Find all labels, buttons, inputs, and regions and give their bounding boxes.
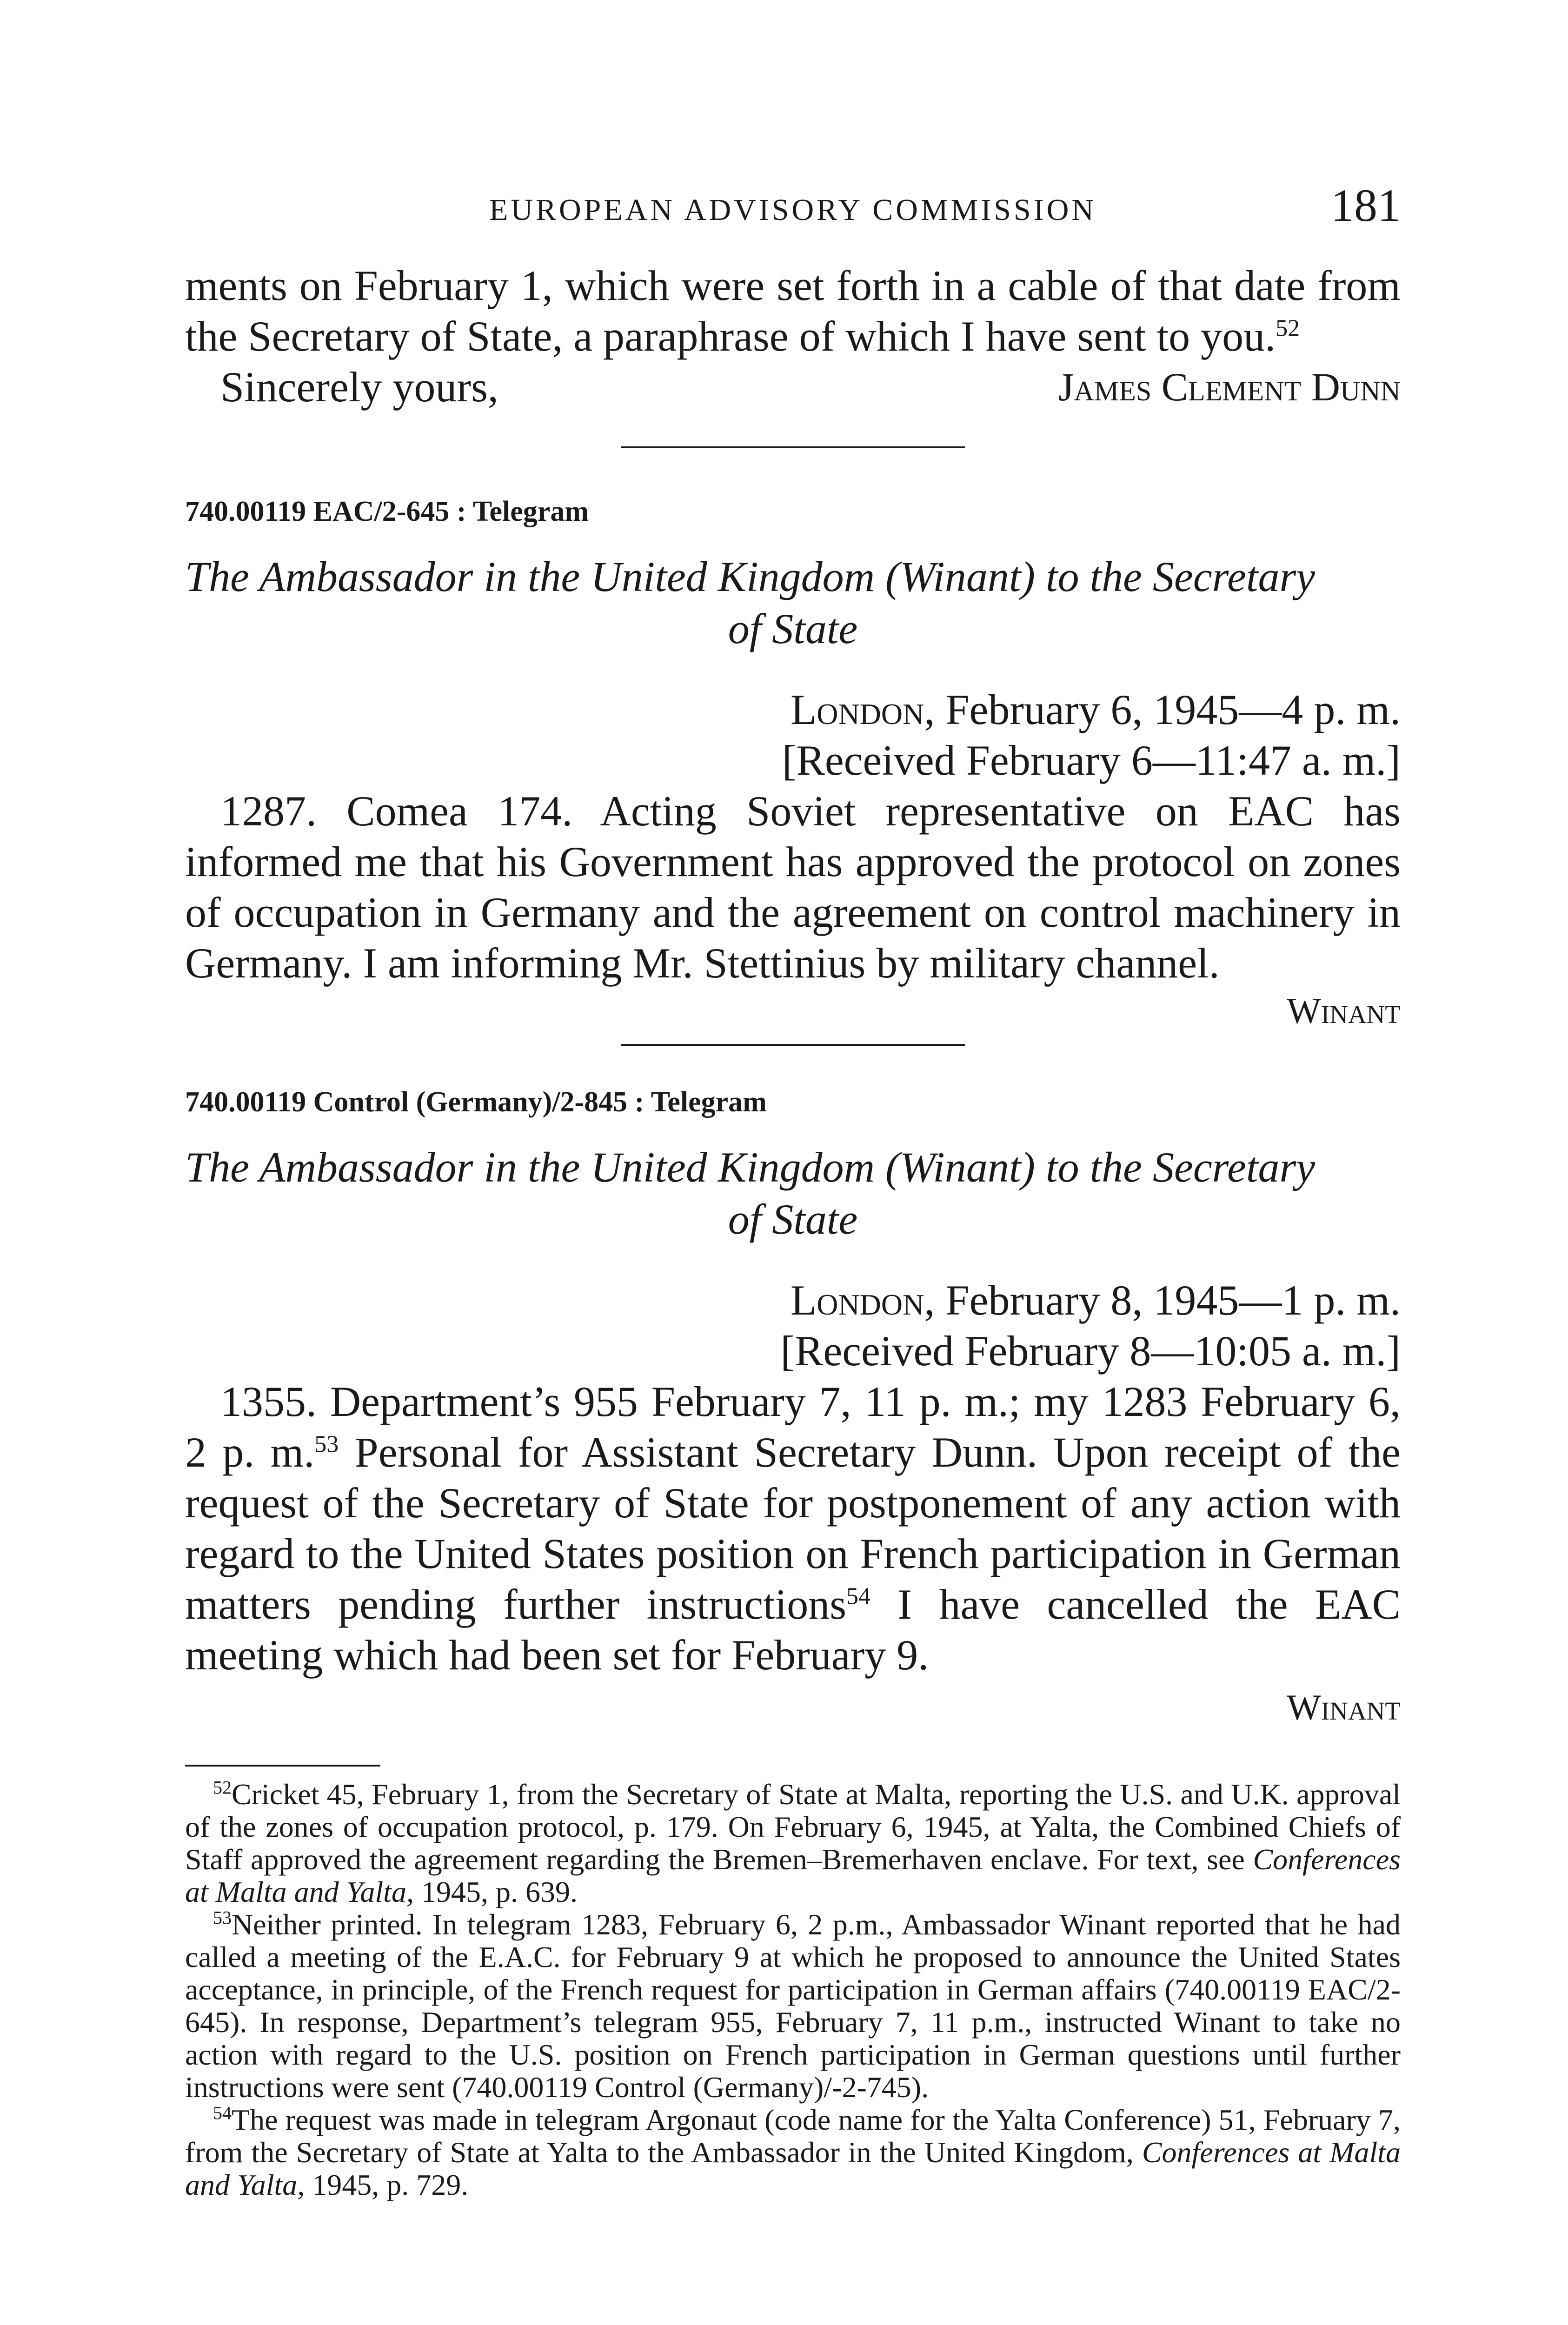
footnote-mark: 52	[213, 1777, 232, 1798]
running-head: EUROPEAN ADVISORY COMMISSION	[489, 193, 1097, 227]
separator-1	[185, 446, 1401, 448]
document-2	[185, 1086, 1401, 1730]
received-line: [Received February 8—10:05 a. m.]	[780, 1327, 1401, 1375]
closing: Sincerely yours,	[220, 363, 498, 411]
document-title: The Ambassador in the United Kingdom (Winant) to the Secretary	[185, 1143, 1316, 1191]
footnote-mark: 54	[213, 2102, 232, 2124]
intro-closing-line	[185, 362, 1401, 412]
document-title: The Ambassador in the United Kingdom (Winant) to the Secretary	[185, 553, 1316, 600]
footnote-text-end: 1945, p. 729.	[305, 2168, 469, 2201]
page-header	[185, 179, 1401, 244]
footnote-52	[185, 1778, 1401, 1908]
page-number: 181	[1331, 179, 1401, 231]
signature-winant: Winant	[1287, 990, 1401, 1031]
footnote-text: Cricket 45, February 1, from the Secretary of State at Malta, reporting the U.S. and U.K. approval of the zones of occupation protocol, p. 179. On February 6, 1945, at Yalta, the Combined Chiefs of Staff approved the agreement regarding the Bremen–Bremerhaven enclave. For text, see	[185, 1778, 1401, 1876]
document-title-cont: of State	[728, 1196, 858, 1243]
footnotes	[185, 1765, 1401, 2201]
footnote-citation: Conferences at Malta and Yalta,	[185, 2136, 1401, 2201]
footnote-rule	[185, 1765, 380, 1767]
footnote-54	[185, 2104, 1401, 2201]
dateline	[185, 1275, 1401, 1326]
footnote-text: The request was made in telegram Argonaut (code name for the Yalta Conference) 51, February 7, from the Secretary of State at Yalta to the Ambassador in the United Kingdom,	[185, 2103, 1401, 2169]
document-1	[185, 495, 1401, 1033]
place: London	[791, 686, 924, 733]
telegram-body-c: I have cancelled the EAC meeting which had been set for February 9.	[185, 1581, 1401, 1679]
intro-text: ments on February 1, which were set forth in a cable of that date from the Secretary of State, a paraphrase of which I have sent to you.	[185, 262, 1401, 360]
dateline	[185, 684, 1401, 735]
telegram-body-b: Personal for Assistant Secretary Dunn. Upon receipt of the request of the Secretary of State for postponement of any action with regard to the United States position on French participation in German matters pending further instructions	[185, 1428, 1401, 1628]
telegram-body-a: 1355. Department’s 955 February 7, 11 p. m.; my 1283 February 6, 2 p. m.	[185, 1378, 1401, 1476]
telegram-body	[185, 1376, 1401, 1681]
footnote-ref-52[interactable]: 52	[1276, 315, 1300, 342]
signature-winant: Winant	[1287, 1687, 1401, 1727]
file-reference: 740.00119 EAC/2-645 : Telegram	[185, 496, 589, 527]
signature-dunn: James Clement Dunn	[1058, 365, 1401, 409]
footnote-text-end: 1945, p. 639.	[413, 1875, 578, 1908]
footnote-ref-53[interactable]: 53	[314, 1431, 339, 1458]
footnote-53	[185, 1908, 1401, 2104]
separator-2	[185, 1044, 1401, 1046]
file-reference: 740.00119 Control (Germany)/2-845 : Telegram	[185, 1086, 767, 1118]
intro-section	[185, 260, 1401, 412]
footnote-text: Neither printed. In telegram 1283, February 6, 2 p.m., Ambassador Winant reported that he had called a meeting of the E.A.C. for February 9 at which he proposed to announce the United States acceptance, in principle, of the French request for participation in German affairs (740.00119 EAC/2-645). In response, Department’s telegram 955, February 7, 11 p.m., instructed Winant to take no action with regard to the U.S. position on French participation in German questions until further instructions were sent (740.00119 Control (Germany)/-2-745).	[185, 1908, 1401, 2104]
place: London	[791, 1276, 924, 1324]
date: , February 8, 1945—1 p. m.	[924, 1276, 1401, 1324]
footnote-mark: 53	[213, 1907, 232, 1928]
intro-paragraph	[185, 260, 1401, 362]
footnote-ref-54[interactable]: 54	[846, 1583, 871, 1610]
telegram-body: 1287. Comea 174. Acting Soviet representative on EAC has informed me that his Government has approved the protocol on zones of occupation in Germany and the agreement on control machinery in Germany. I am informing Mr. Stettinius by military channel.	[185, 787, 1401, 987]
footnote-citation: Conferences at Malta and Yalta,	[185, 1843, 1401, 1908]
received-line: [Received February 6—11:47 a. m.]	[782, 737, 1401, 784]
date: , February 6, 1945—4 p. m.	[924, 686, 1401, 733]
document-title-cont: of State	[728, 605, 858, 652]
